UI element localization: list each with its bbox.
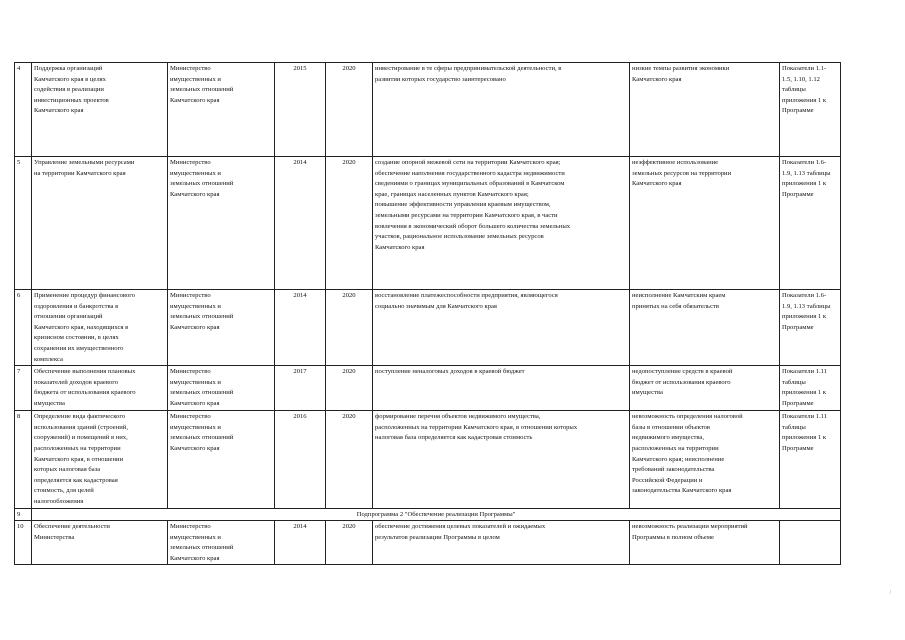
measures-table xyxy=(14,62,841,565)
start-year-cell: 2016 xyxy=(275,411,326,508)
executor-cell: Министерство имущественных и земельных отношений Камчатского края xyxy=(168,366,275,411)
indicator-link-cell: Показатели 1.11 таблицы приложения 1 к Программе xyxy=(780,366,841,411)
expected-result-cell: восстановление платежеспособности предприятия, являющегося социально значимым для Камчатского края xyxy=(373,290,630,366)
non-implementation-consequence-cell: невозможность определения налоговой базы в отношении объектов недвижимого имущества, расположенных на территории Камчатского края; неисполнение требований законодательства Российской Федерации и законодательства Камчатского края xyxy=(630,411,780,508)
table-row xyxy=(15,366,841,411)
expected-result-cell: поступление неналоговых доходов в краевой бюджет xyxy=(373,366,630,411)
indicator-link-cell: Показатели 1.1- 1.5, 1.10, 1.12 таблицы приложения 1 к Программе xyxy=(780,63,841,157)
executor-cell: Министерство имущественных и земельных отношений Камчатского края xyxy=(168,411,275,508)
table-row xyxy=(15,157,841,290)
num-cell: 9 xyxy=(15,508,32,521)
num-cell: 5 xyxy=(15,157,32,290)
executor-cell: Министерство имущественных и земельных отношений Камчатского края xyxy=(168,63,275,157)
num-cell: 10 xyxy=(15,521,32,565)
non-implementation-consequence-cell: неисполнение Камчатским краем принятых на себя обязательств xyxy=(630,290,780,366)
num-cell: 4 xyxy=(15,63,32,157)
non-implementation-consequence-cell: невозможность реализации мероприятий Программы в полном объеме xyxy=(630,521,780,565)
start-year-cell: 2017 xyxy=(275,366,326,411)
num-cell: 7 xyxy=(15,366,32,411)
table-row xyxy=(15,411,841,508)
expected-result-cell: формирование перечня объектов недвижимого имущества, расположенных на территории Камчатского края, в отношении которых налоговая база определяется как кадастровая стоимость xyxy=(373,411,630,508)
end-year-cell: 2020 xyxy=(326,366,373,411)
subprogram-title: Подпрограмма 2 "Обеспечение реализации Программы" xyxy=(32,508,841,521)
executor-cell: Министерство имущественных и земельных отношений Камчатского края xyxy=(168,157,275,290)
indicator-link-cell: Показатели 1.6- 1.9, 1.13 таблицы приложения 1 к Программе xyxy=(780,157,841,290)
table-row xyxy=(15,63,841,157)
expected-result-cell: обеспечение достижения целевых показателей и ожидаемых результатов реализации Программы в целом xyxy=(373,521,630,565)
expected-result-cell: создание опорной межевой сети на территории Камчатского края; обеспечение наполнения государственного кадастра недвижимости сведениями о границах муниципальных образований в Камчатском крае, границах населенных пунктов Камчатского края; повышение эффективности управления краевым имуществом, земельными ресурсами на территории Камчатского края, в части вовлечения в экономический оборот большего количества земельных участков, рациональное использование земельных ресурсов Камчатского края xyxy=(373,157,630,290)
end-year-cell: 2020 xyxy=(326,63,373,157)
measure-name-cell: Обеспечение деятельности Министерства xyxy=(32,521,168,565)
indicator-link-cell xyxy=(780,521,841,565)
margin-mark: / xyxy=(889,590,891,596)
non-implementation-consequence-cell: неэффективное использование земельных ресурсов на территории Камчатского края xyxy=(630,157,780,290)
start-year-cell: 2015 xyxy=(275,63,326,157)
non-implementation-consequence-cell: недопоступление средств в краевой бюджет от использования краевого имущества xyxy=(630,366,780,411)
expected-result-cell: инвестирование в те сферы предпринимательской деятельности, в развитии которых государство заинтересовано xyxy=(373,63,630,157)
num-cell: 6 xyxy=(15,290,32,366)
end-year-cell: 2020 xyxy=(326,290,373,366)
table-row xyxy=(15,521,841,565)
num-cell: 8 xyxy=(15,411,32,508)
end-year-cell: 2020 xyxy=(326,411,373,508)
start-year-cell: 2014 xyxy=(275,290,326,366)
measure-name-cell: Определение вида фактического использования зданий (строений, сооружений) и помещений в них, расположенных на территории Камчатского края, в отношении которых налоговая база определяется как кадастровая стоимость, для целей налогообложения xyxy=(32,411,168,508)
end-year-cell: 2020 xyxy=(326,157,373,290)
measure-name-cell: Обеспечение выполнения плановых показателей доходов краевого бюджета от использования краевого имущества xyxy=(32,366,168,411)
indicator-link-cell: Показатели 1.6- 1.9, 1.13 таблицы приложения 1 к Программе xyxy=(780,290,841,366)
table-row xyxy=(15,290,841,366)
indicator-link-cell: Показатели 1.11 таблицы приложения 1 к Программе xyxy=(780,411,841,508)
end-year-cell: 2020 xyxy=(326,521,373,565)
executor-cell: Министерство имущественных и земельных отношений Камчатского края xyxy=(168,521,275,565)
executor-cell: Министерство имущественных и земельных отношений Камчатского края xyxy=(168,290,275,366)
measure-name-cell: Управление земельными ресурсами на территории Камчатского края xyxy=(32,157,168,290)
measure-name-cell: Применение процедур финансового оздоровления и банкротства в отношении организаций Камчатского края, находящихся в кризисном состоянии, в целях сохранения их имущественного комплекса xyxy=(32,290,168,366)
measure-name-cell: Поддержка организаций Камчатского края в целях содействия в реализации инвестиционных проектов Камчатского края xyxy=(32,63,168,157)
subprogram-row xyxy=(15,508,841,521)
start-year-cell: 2014 xyxy=(275,157,326,290)
non-implementation-consequence-cell: низкие темпы развития экономики Камчатского края xyxy=(630,63,780,157)
start-year-cell: 2014 xyxy=(275,521,326,565)
